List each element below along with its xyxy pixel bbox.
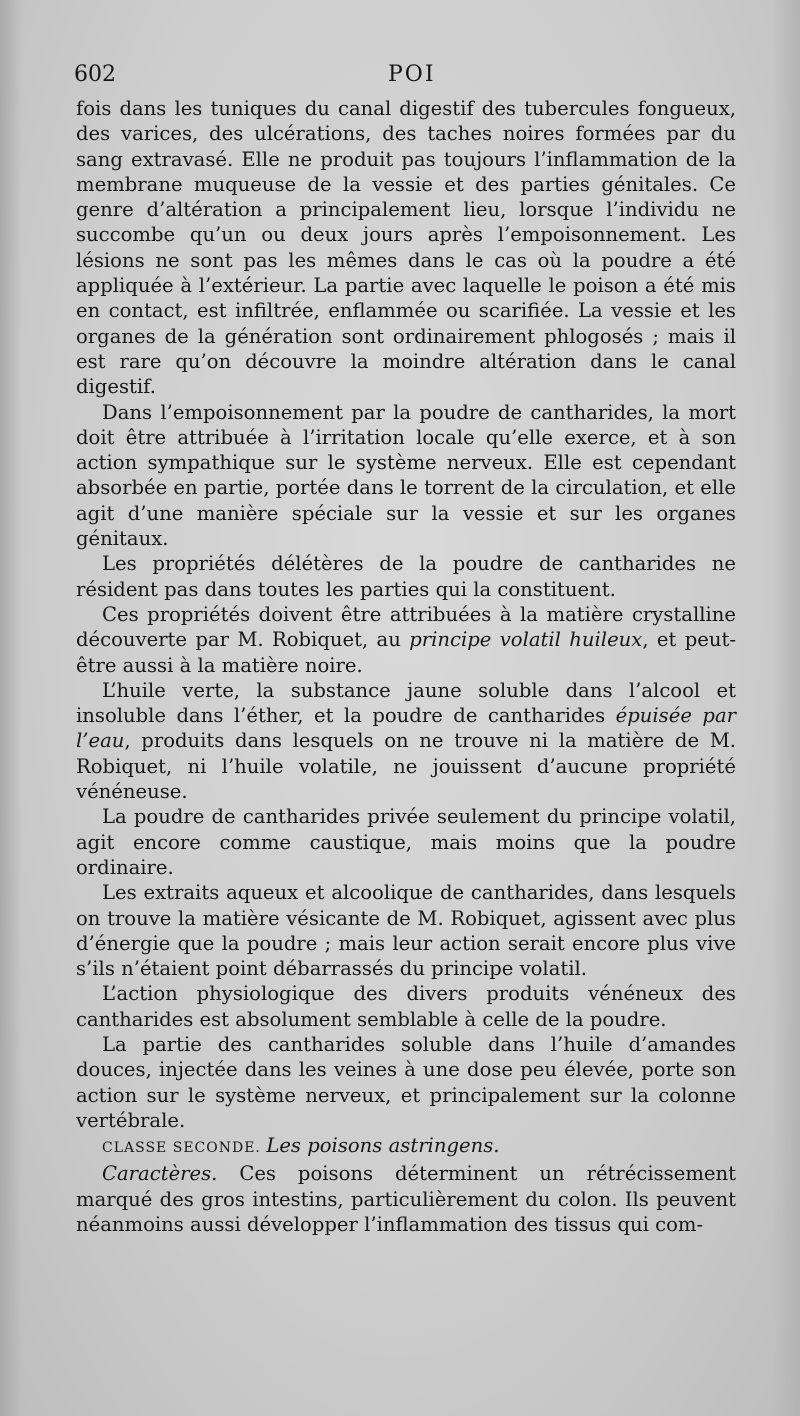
paragraph-text: L’action physiologique des divers produits vénéneux des cantharides est absolument semblable à celle de la poudre.: [76, 982, 736, 1031]
paragraph-text: Ces poisons déterminent un rétrécissement marqué des gros intestins, particulièrement du colon. Ils peuvent néanmoins aussi développer l’inflammation des tissus qui com-: [76, 1162, 736, 1237]
paragraph-text: Les extraits aqueux et alcoolique de cantharides, dans lesquels on trouve la matière vésicante de M. Robiquet, agissent avec plus d’énergie que la poudre ; mais leur action serait encore plus vive s’ils n’étaient point débarrassés du principe volatil.: [76, 881, 736, 981]
paragraph: [76, 678, 736, 804]
italic-text: principe volatil huileux: [409, 628, 643, 652]
italic-text: épuisée par l’eau: [76, 704, 736, 753]
paragraph-text: Ces propriétés doivent être attribuées à la matière crystalline découverte par M. Robiquet, au: [76, 602, 736, 652]
paragraph-text: L’huile verte, la substance jaune soluble dans l’alcool et insoluble dans l’éther, et la poudre de cantharides: [76, 678, 736, 728]
paragraph: [76, 1133, 736, 1161]
paragraph: [76, 804, 736, 880]
running-head: POI: [388, 62, 436, 87]
body-text: [76, 96, 736, 1237]
paragraph-text: Les propriétés délétères de la poudre de cantharides ne résident pas dans toutes les parties qui la constituent.: [76, 552, 736, 601]
paragraph-text: La partie des cantharides soluble dans l’huile d’amandes douces, injectée dans les veines à une dose peu élevée, porte son action sur le système nerveux, et principalement sur la colonne vertébrale.: [76, 1032, 736, 1132]
paragraph: [76, 602, 736, 678]
paragraph: [76, 880, 736, 981]
page-number: 602: [74, 62, 116, 87]
paragraph: [76, 1032, 736, 1133]
paragraph: [76, 1161, 736, 1237]
paragraph-text: La poudre de cantharides privée seulement du principe volatil, agit encore comme caustique, mais moins que la poudre ordinaire.: [76, 805, 736, 879]
italic-text: Caractères.: [102, 1162, 218, 1186]
italic-text: Les poisons astringens.: [266, 1134, 500, 1158]
paragraph-text: Dans l’empoisonnement par la poudre de cantharides, la mort doit être attribuée à l’irritation locale qu’elle exerce, et à son action sympathique sur le système nerveux. Elle est cependant absorbée en partie, portée dans le torrent de la circulation, et elle agit d’une manière spéciale sur la vessie et sur les organes génitaux.: [76, 400, 736, 551]
paragraph: [76, 551, 736, 602]
section-label: CLASSE SECONDE.: [102, 1140, 267, 1157]
paragraph: [76, 981, 736, 1032]
paragraph-text: , produits dans lesquels on ne trouve ni la matière de M. Robiquet, ni l’huile volatile, ne jouissent d’aucune propriété vénéneuse.: [76, 729, 736, 804]
paragraph-text: fois dans les tuniques du canal digestif des tubercules fongueux, des varices, des ulcérations, des taches noires formées par du sang extravasé. Elle ne produit pas toujours l’inflammation de la membrane muqueuse de la vessie et des parties génitales. Ce genre d’altération a principalement lieu, lorsque l’individu ne succombe qu’un ou deux jours après l’empoisonnement. Les lésions ne sont pas les mêmes dans le cas où la poudre a été appliquée à l’extérieur. La partie avec laquelle le poison a été mis en contact, est infiltrée, enflammée ou scarifiée. La vessie et les organes de la génération sont ordinairement phlogosés ; mais il est rare qu’on découvre la moindre altération dans le canal digestif.: [76, 97, 736, 399]
paragraph-text: , et peut-être aussi à la matière noire.: [76, 628, 736, 677]
paragraph: [76, 400, 736, 552]
paragraph: [76, 96, 736, 400]
page-header: [74, 62, 734, 94]
